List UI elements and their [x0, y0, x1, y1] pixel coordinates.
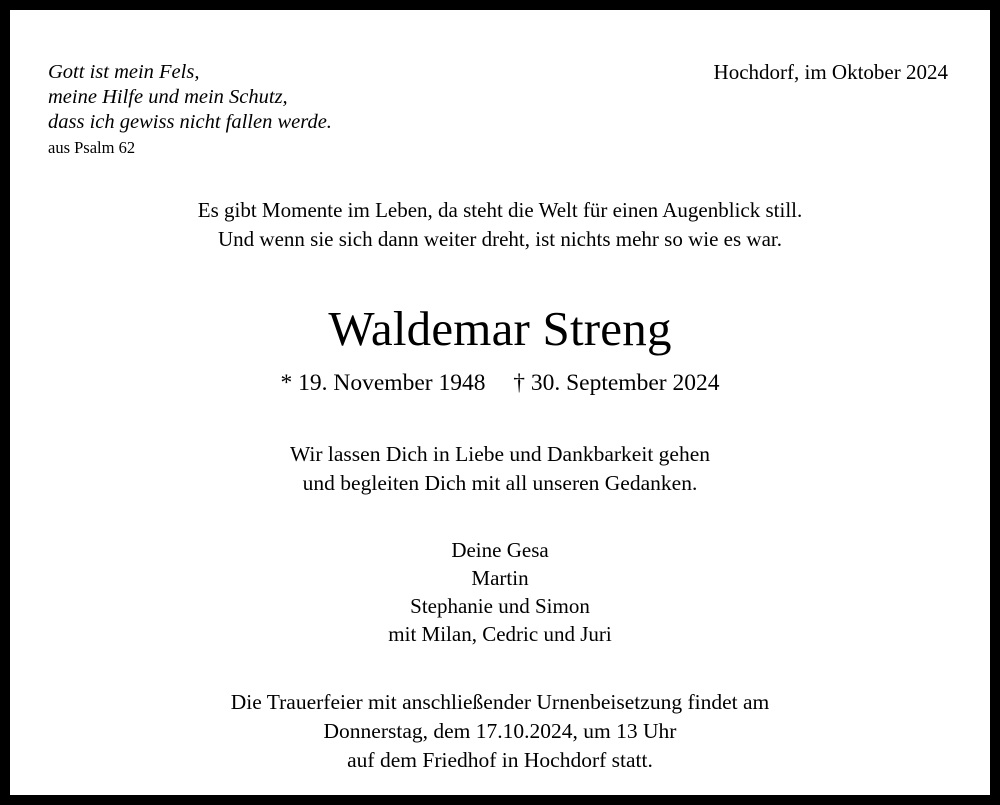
verse-line-3: dass ich gewiss nicht fallen werde. — [48, 111, 332, 133]
family-member-1: Deine Gesa — [451, 538, 549, 562]
verse-line-1: Gott ist mein Fels, — [48, 61, 200, 83]
header-row — [10, 60, 990, 159]
ceremony-details — [10, 688, 990, 775]
obituary-card — [10, 10, 990, 795]
family-list — [10, 536, 990, 648]
message-line-2: und begleiten Dich mit all unseren Gedanken. — [302, 471, 698, 495]
intro-text — [10, 196, 990, 254]
obituary-content — [10, 10, 990, 795]
bible-verse — [10, 60, 332, 159]
death-date: † 30. September 2024 — [513, 370, 720, 396]
life-dates — [10, 368, 990, 398]
place-and-date: Hochdorf, im Oktober 2024 — [713, 60, 948, 84]
farewell-message — [10, 440, 990, 498]
ceremony-line-2: Donnerstag, dem 17.10.2024, um 13 Uhr — [323, 719, 677, 743]
ceremony-line-1: Die Trauerfeier mit anschließender Urnenbeisetzung findet am — [230, 690, 770, 714]
ceremony-line-3: auf dem Friedhof in Hochdorf statt. — [347, 748, 653, 772]
message-line-1: Wir lassen Dich in Liebe und Dankbarkeit gehen — [289, 442, 711, 466]
deceased-name: Waldemar Streng — [328, 301, 672, 356]
intro-line-1: Es gibt Momente im Leben, da steht die Welt für einen Augenblick still. — [197, 198, 803, 222]
verse-source: aus Psalm 62 — [48, 138, 136, 157]
family-member-4: mit Milan, Cedric und Juri — [388, 622, 612, 646]
birth-date: * 19. November 1948 — [280, 370, 486, 396]
verse-line-2: meine Hilfe und mein Schutz, — [48, 86, 288, 108]
main-text-block — [10, 196, 990, 775]
intro-line-2: Und wenn sie sich dann weiter dreht, ist nichts mehr so wie es war. — [218, 227, 782, 251]
family-member-3: Stephanie und Simon — [410, 594, 590, 618]
family-member-2: Martin — [471, 566, 529, 590]
